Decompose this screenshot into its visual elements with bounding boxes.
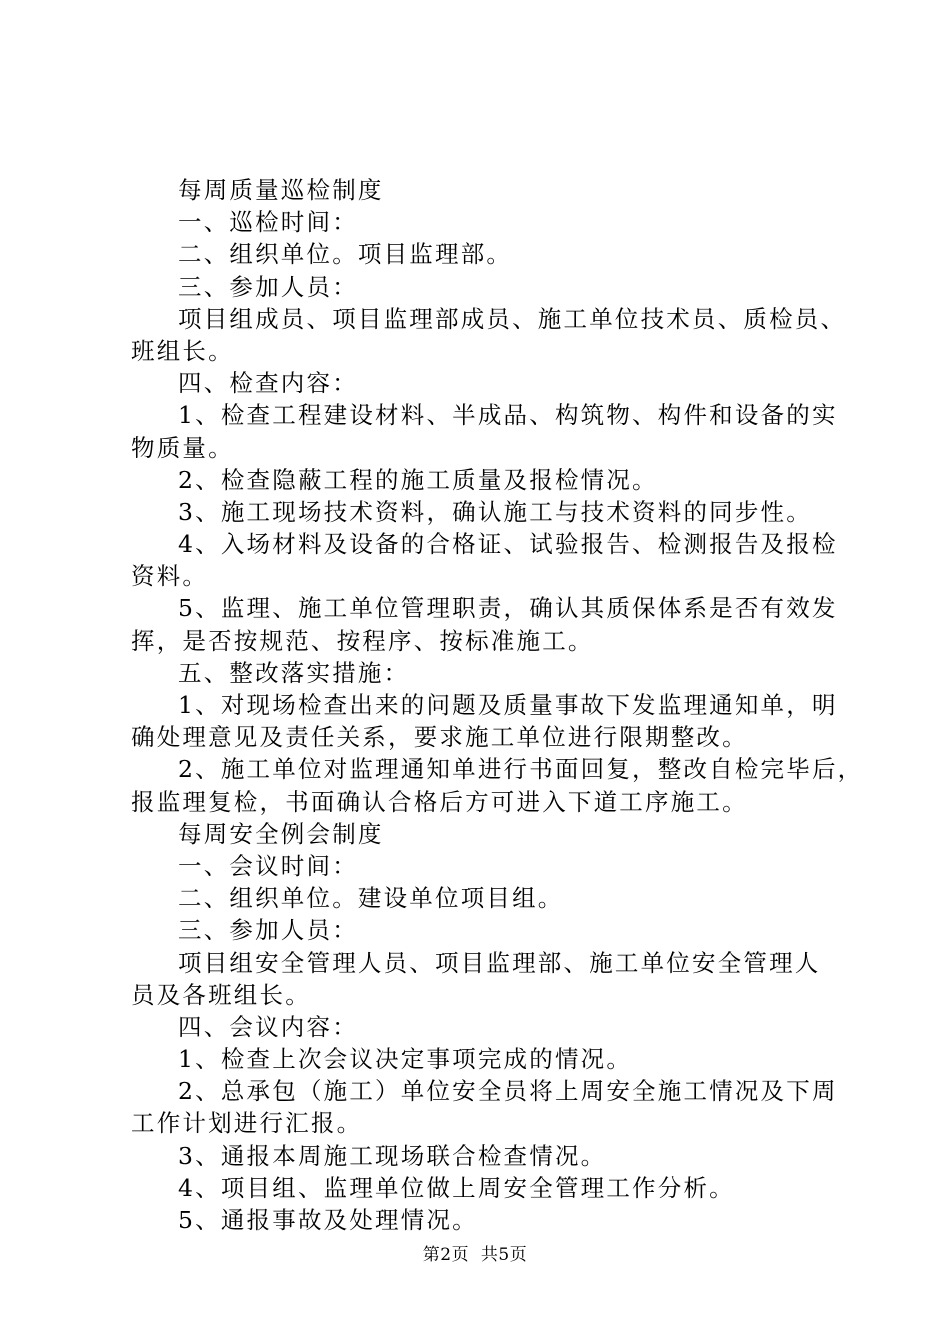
text-line: 2、总承包（施工）单位安全员将上周安全施工情况及下周 [178,1077,838,1106]
text-line: 二、组织单位。项目监理部。 [178,240,513,269]
text-line: 三、参加人员： [178,916,358,945]
text-line: 五、整改落实措施： [178,658,410,687]
text-line: 5、通报事故及处理情况。 [178,1206,478,1234]
text-line: 2、施工单位对监理通知单进行书面回复，整改自检完毕后， [178,755,864,784]
text-line: 四、检查内容： [178,369,358,398]
text-line: 报监理复检，书面确认合格后方可进入下道工序施工。 [131,787,748,816]
text-line: 资料。 [131,562,209,591]
page-number: 第2页 共5页 [422,1245,528,1265]
text-line: 每周质量巡检制度 [178,176,384,204]
page-footer [0,1244,950,1266]
text-line: 1、对现场检查出来的问题及质量事故下发监理通知单，明 [178,691,838,719]
text-line: 二、组织单位。建设单位项目组。 [178,884,564,913]
text-line: 3、施工现场技术资料，确认施工与技术资料的同步性。 [178,497,812,526]
document-body [131,174,864,1236]
text-line: 员及各班组长。 [131,980,311,1009]
text-line: 2、检查隐蔽工程的施工质量及报检情况。 [178,465,658,494]
text-line: 确处理意见及责任关系，要求施工单位进行限期整改。 [131,723,748,752]
text-line: 1、检查工程建设材料、半成品、构筑物、构件和设备的实 [178,401,838,430]
text-line: 4、入场材料及设备的合格证、试验报告、检测报告及报检 [178,530,838,559]
text-line: 项目组安全管理人员、项目监理部、施工单位安全管理人 [178,948,821,977]
text-line: 项目组成员、项目监理部成员、施工单位技术员、质检员、 [178,304,847,333]
text-line: 一、会议时间： [178,851,358,880]
text-line: 工作计划进行汇报。 [131,1109,363,1138]
text-line: 一、巡检时间： [178,208,358,237]
text-line: 四、会议内容： [178,1012,358,1041]
text-line: 物质量。 [131,433,234,462]
text-line: 挥，是否按规范、按程序、按标准施工。 [131,626,594,655]
text-line: 三、参加人员： [178,272,358,301]
text-line: 4、项目组、监理单位做上周安全管理工作分析。 [178,1173,735,1202]
text-line: 3、通报本周施工现场联合检查情况。 [178,1141,607,1170]
text-line: 每周安全例会制度 [178,819,384,848]
text-line: 1、检查上次会议决定事项完成的情况。 [178,1045,633,1074]
text-line: 班组长。 [131,336,234,365]
text-line: 5、监理、施工单位管理职责，确认其质保体系是否有效发 [178,594,838,623]
